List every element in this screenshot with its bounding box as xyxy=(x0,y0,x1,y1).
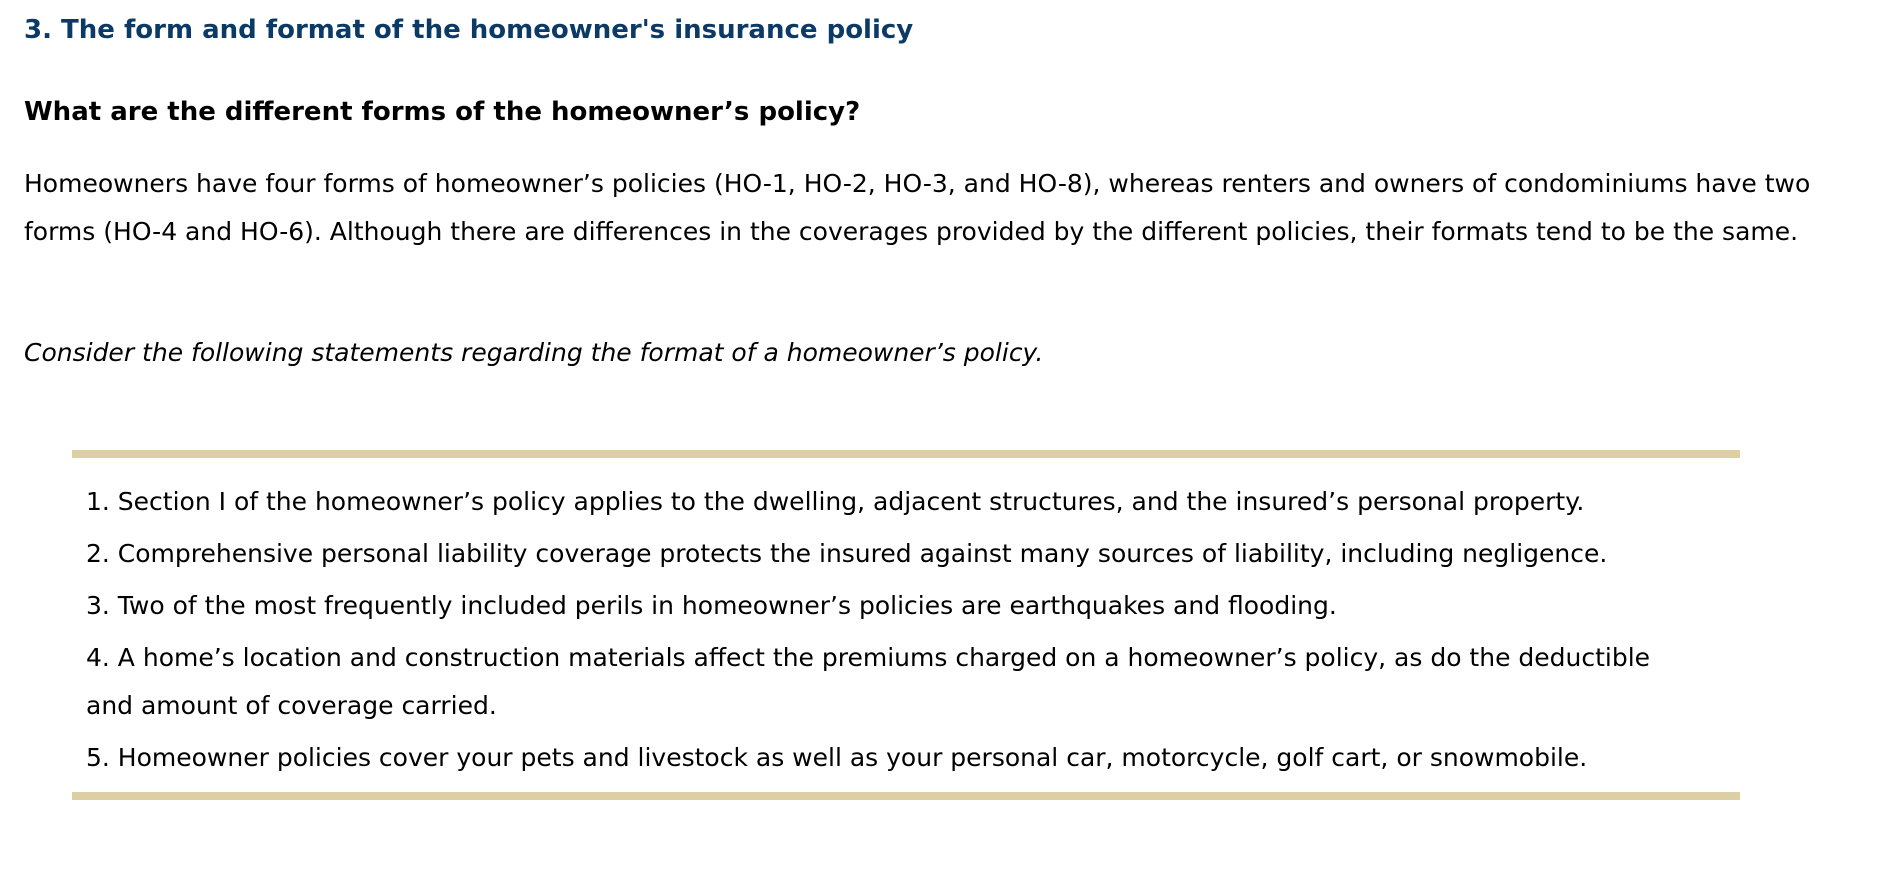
section-title: 3. The form and format of the homeowner's insurance policy xyxy=(24,15,914,45)
statement-item: 5. Homeowner policies cover your pets and livestock as well as your personal car, motorcycle, golf cart, or snowmobile. xyxy=(86,743,1588,772)
statements-list xyxy=(72,458,1740,782)
statements-panel xyxy=(72,450,1740,800)
statement-item: 4. A home’s location and construction materials affect the premiums charged on a homeowner’s policy, as do the deductible and amount of coverage carried. xyxy=(86,643,1651,720)
statement-item: 2. Comprehensive personal liability coverage protects the insured against many sources of liability, including negligence. xyxy=(86,539,1608,568)
question-heading: What are the different forms of the homeowner’s policy? xyxy=(24,97,861,127)
instruction-text: Consider the following statements regarding the format of a homeowner’s policy. xyxy=(24,338,1044,367)
intro-paragraph: Homeowners have four forms of homeowner’s policies (HO-1, HO-2, HO-3, and HO-8), whereas renters and owners of condominiums have two forms (HO-4 and HO-6). Although there are differences in the coverages provided by the different policies, their formats tend to be the same. xyxy=(24,169,1811,246)
statement-item: 3. Two of the most frequently included perils in homeowner’s policies are earthquakes and flooding. xyxy=(86,591,1337,620)
statement-item: 1. Section I of the homeowner’s policy applies to the dwelling, adjacent structures, and the insured’s personal property. xyxy=(86,487,1585,516)
